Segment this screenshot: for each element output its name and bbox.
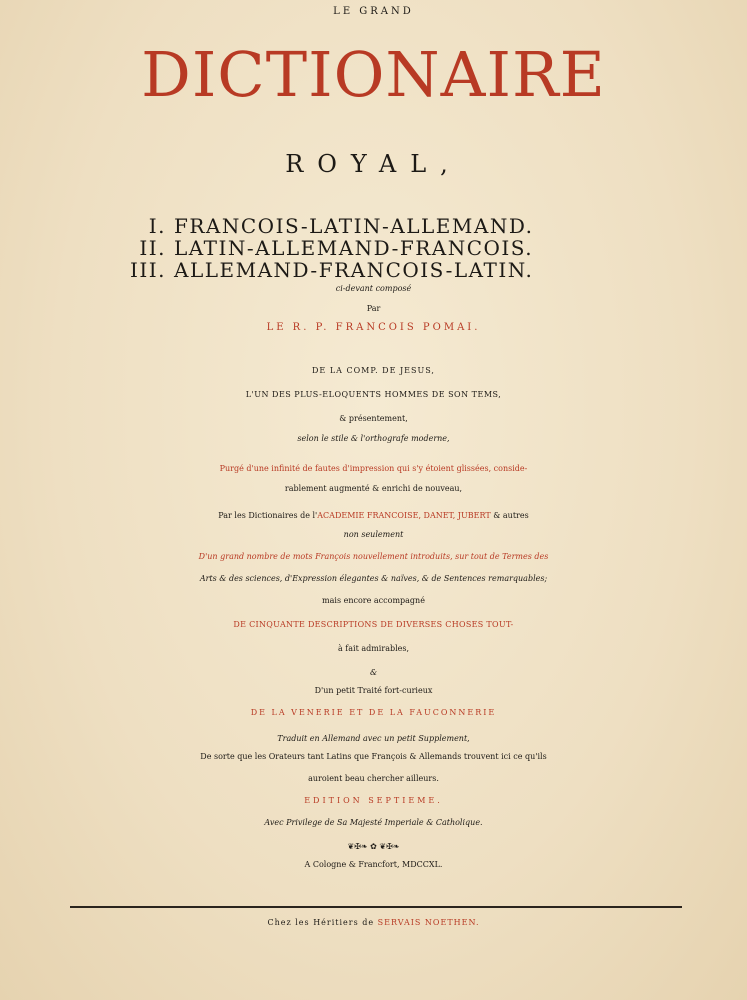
presentement-line: & présentement,: [339, 414, 408, 423]
dictionaries-prefix: Par les Dictionaires de l': [218, 511, 318, 520]
sorte-line-1: De sorte que les Orateurs tant Latins que François & Allemands trouvent ici ce qu'ils: [200, 752, 547, 761]
language-line-3: [118, 258, 533, 282]
dictionaries-line: [0, 511, 747, 520]
language-text: LATIN-ALLEMAND-FRANCOIS.: [174, 236, 534, 260]
venerie-line: DE LA VENERIE ET DE LA FAUCONNERIE: [250, 708, 497, 717]
admirables-line: à fait admirables,: [337, 644, 410, 653]
grand-nombre-line: D'un grand nombre de mots François nouvellement introduits, sur tout de Termes des: [198, 552, 549, 561]
purge-line-2: rablement augmenté & enrichi de nouveau,: [284, 484, 463, 493]
encore-line: mais encore accompagné: [322, 596, 425, 605]
language-line-2: [118, 236, 533, 260]
title-le-grand: LE GRAND: [333, 6, 414, 17]
arts-line: Arts & des sciences, d'Expression élegantes & naïves, & de Sentences remarquables;: [199, 574, 548, 583]
par-line: Par: [366, 304, 381, 313]
language-number: I.: [148, 214, 166, 238]
cinquante-line: DE CINQUANTE DESCRIPTIONS DE DIVERSES CHOSES TOUT-: [233, 620, 514, 629]
imprint-place-date: A Cologne & Francfort, MDCCXL.: [304, 860, 443, 869]
printer-ornament: ❦✠❧ ✿ ❦✠❧: [347, 842, 400, 851]
language-number: III.: [129, 258, 166, 282]
publisher-name: SERVAIS NOETHEN.: [377, 918, 480, 927]
sorte-line-2: auroient beau chercher ailleurs.: [308, 774, 439, 783]
privilege-line: Avec Privilege de Sa Majesté Imperiale & Catholique.: [264, 818, 483, 827]
traduit-line: Traduit en Allemand avec un petit Supplement,: [277, 734, 470, 743]
publisher-prefix: Chez les Héritiers de: [267, 918, 378, 927]
publisher-line: [0, 918, 747, 927]
ci-devant-line: ci-devant composé: [335, 284, 412, 293]
company-line: DE LA COMP. DE JESUS,: [312, 366, 435, 375]
title-dictionaire: DICTIONAIRE: [141, 38, 606, 111]
traite-line: D'un petit Traité fort-curieux: [314, 686, 433, 695]
dictionaries-suffix: & autres: [490, 511, 529, 520]
dictionaries-names: ACADEMIE FRANCOISE, DANET, JUBERT: [317, 511, 491, 520]
purge-line-1: Purgé d'une infinité de fautes d'impression qui s'y étoient glissées, conside-: [219, 464, 528, 473]
divider-rule: [70, 906, 682, 908]
edition-line: EDITION SEPTIEME.: [304, 796, 443, 805]
non-seulement-line: non seulement: [343, 530, 404, 539]
language-text: ALLEMAND-FRANCOIS-LATIN.: [174, 258, 534, 282]
ampersand-line: &: [369, 668, 378, 677]
title-royal: ROYAL,: [285, 150, 462, 178]
stile-line: selon le stile & l'orthografe moderne,: [297, 434, 450, 443]
language-number: II.: [139, 236, 166, 260]
language-text: FRANCOIS-LATIN-ALLEMAND.: [174, 214, 534, 238]
author-name: LE R. P. FRANCOIS POMAI.: [266, 322, 481, 333]
language-line-1: [118, 214, 534, 238]
eloquents-line: L'UN DES PLUS-ELOQUENTS HOMMES DE SON TEMS,: [245, 390, 502, 399]
